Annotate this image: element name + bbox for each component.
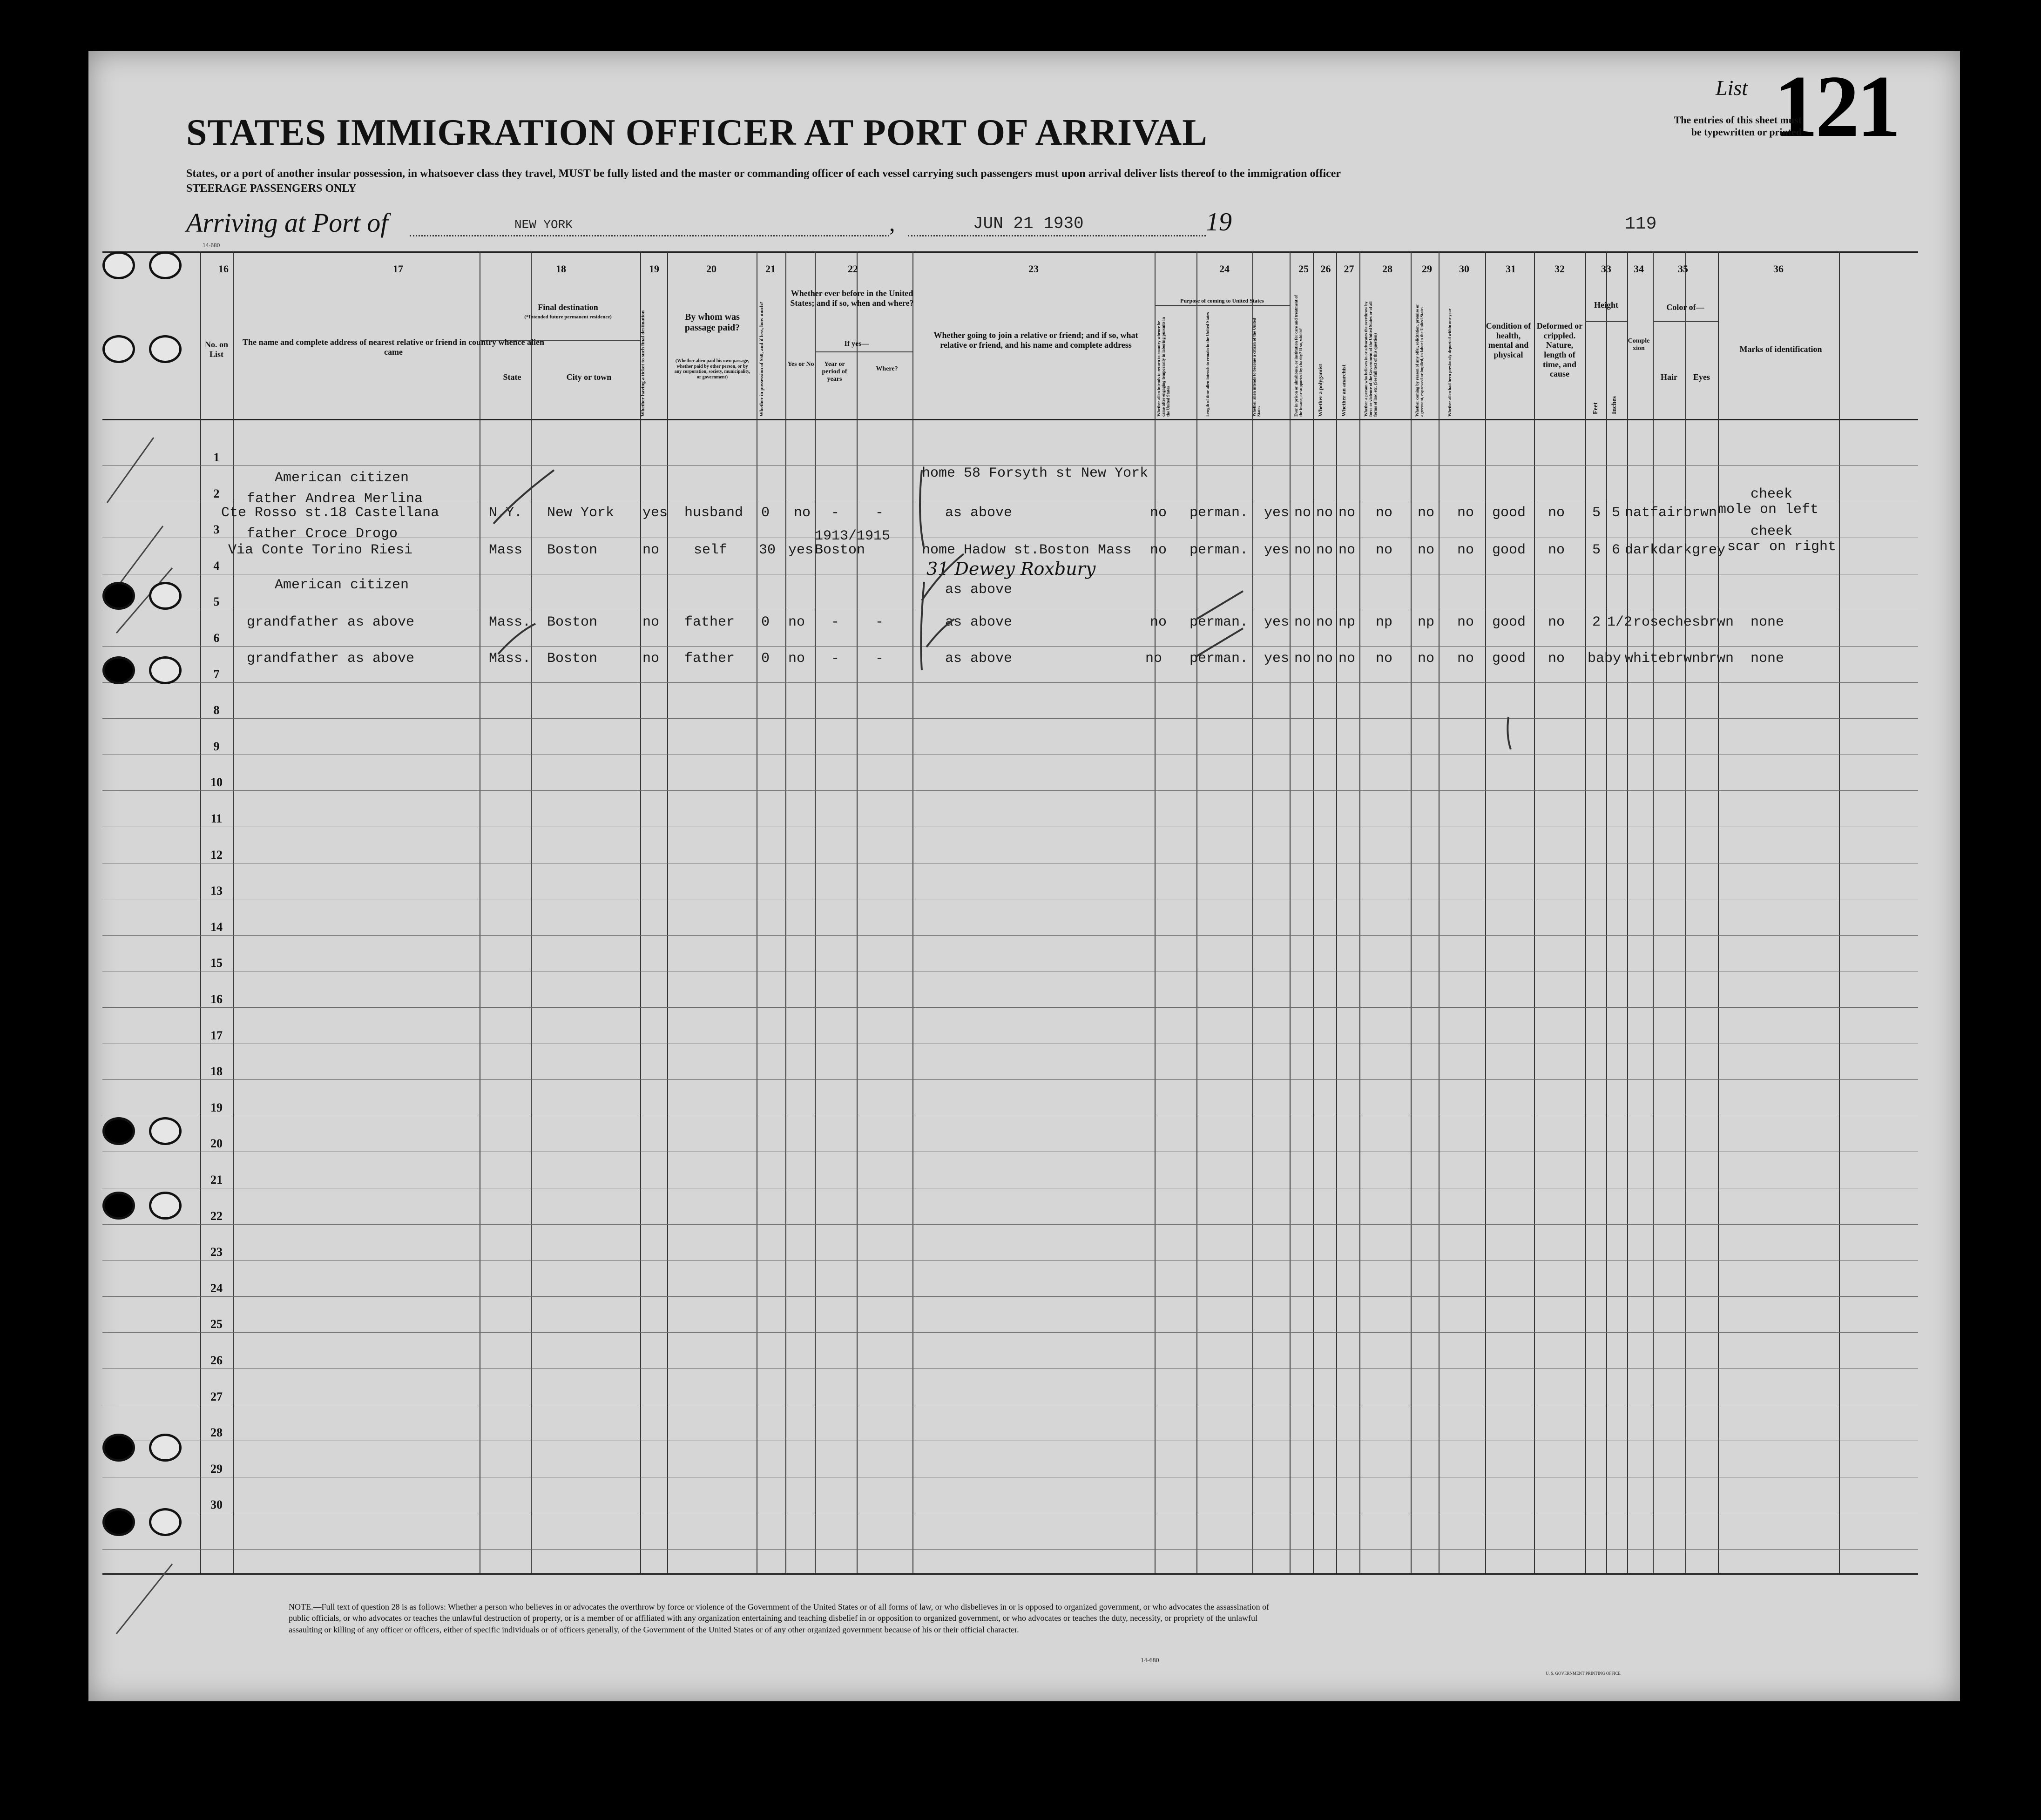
deformed-cell: no: [1548, 542, 1565, 558]
paid-by-cell: father: [684, 651, 735, 667]
column-number: 32: [1554, 263, 1565, 275]
header-citizen: Whether alien intends to become a citizen of the United States: [1252, 317, 1261, 417]
city-cell: New York: [547, 505, 615, 521]
pencil-stroke: [922, 554, 964, 600]
citizen-cell: yes: [1264, 614, 1290, 630]
pencil-stroke: [498, 624, 535, 654]
eyes-cell: brwn: [1700, 614, 1734, 630]
binder-hole: [149, 656, 182, 684]
deported-cell: no: [1457, 614, 1474, 630]
binder-hole: [102, 1192, 135, 1220]
polygamist-cell: no: [1316, 614, 1333, 630]
join-handwritten-cell: 31 Dewey Roxbury: [926, 559, 1096, 579]
citizen-cell: yes: [1264, 505, 1290, 521]
binder-hole: [149, 251, 182, 279]
complexion-cell: nat: [1625, 505, 1650, 521]
column-number: 36: [1773, 263, 1784, 275]
row-number: 9: [213, 740, 220, 753]
binder-hole: [102, 582, 135, 610]
list-label: List: [1716, 76, 1748, 100]
header-feet: Feet: [1592, 402, 1599, 414]
sheet-number: 119: [1625, 214, 1657, 234]
deported-cell: no: [1457, 542, 1474, 558]
paid-by-cell: husband: [684, 505, 743, 521]
header-money: Whether in possession of $50, and if less, how much?: [759, 301, 764, 417]
state-cell: Mass.: [489, 614, 531, 630]
inches-cell: 6: [1612, 542, 1621, 558]
header-color-of: Color of—: [1666, 303, 1704, 312]
row-number: 30: [210, 1498, 223, 1511]
date-stamp: JUN 21 1930: [973, 214, 1084, 233]
header-state: State: [503, 372, 521, 382]
prison-cell: no: [1294, 614, 1311, 630]
marks-detail-cell: mole on left: [1718, 502, 1819, 518]
binder-hole: [149, 1434, 182, 1462]
marks-cell: cheek: [1750, 524, 1793, 539]
join-cell: as above: [945, 614, 1013, 630]
anarchist-cell: no: [1338, 505, 1356, 521]
header-join-relative: Whether going to join a relative or friend; and if so, what relative or friend, and his name and complete address: [933, 330, 1138, 350]
marks-cell: none: [1750, 614, 1784, 630]
money-cell: 30: [759, 542, 776, 558]
row-number: 25: [210, 1317, 223, 1331]
deported-cell: no: [1457, 505, 1474, 521]
complexion-cell: white: [1625, 651, 1667, 667]
column-number: 25: [1298, 263, 1309, 275]
row-number: 12: [210, 848, 223, 862]
hair-cell: brwn: [1667, 651, 1701, 667]
row-number: 28: [210, 1426, 223, 1439]
before-years-cell: -: [831, 614, 840, 630]
column-number: 22: [848, 263, 858, 275]
pencil-stroke: [1507, 717, 1511, 749]
q29-cell: np: [1418, 614, 1435, 630]
header-height: Height: [1594, 300, 1618, 310]
complexion-cell: rose: [1633, 614, 1667, 630]
eyes-cell: brwn: [1683, 505, 1717, 521]
entries-note-line1: The entries of this sheet must: [1674, 114, 1802, 126]
row-number: 27: [210, 1390, 223, 1403]
header-ticket: Whether having a ticket to such final destination: [640, 310, 646, 417]
health-cell: good: [1492, 505, 1526, 521]
row-number: 20: [210, 1137, 223, 1150]
eyes-cell: grey: [1692, 542, 1726, 558]
column-number: 23: [1028, 263, 1039, 275]
printer-imprint: U. S. GOVERNMENT PRINTING OFFICE: [1546, 1671, 1621, 1676]
document-title: STATES IMMIGRATION OFFICER AT PORT OF ARRIVAL: [186, 112, 1208, 153]
header-prison: Ever in prison or almshouse, or institution for care and treatment of the insane, or supported by charity? If so, which?: [1294, 295, 1303, 417]
deformed-cell: no: [1548, 505, 1565, 521]
feet-cell: baby: [1588, 651, 1622, 667]
length-cell: perman.: [1189, 505, 1249, 521]
marks-detail-cell: scar on right: [1727, 539, 1837, 555]
list-number: 121: [1774, 58, 1898, 155]
row-number: 22: [210, 1209, 223, 1223]
column-number: 35: [1678, 263, 1688, 275]
prison-cell: no: [1294, 651, 1311, 667]
health-cell: good: [1492, 614, 1526, 630]
join-cell: home 58 Forsyth st New York: [922, 465, 1149, 481]
pencil-stroke: [116, 1564, 172, 1634]
length-cell: perman.: [1189, 614, 1249, 630]
deformed-cell: no: [1548, 614, 1565, 630]
citizen-cell: yes: [1264, 651, 1290, 667]
marks-cell: cheek: [1750, 486, 1793, 502]
pencil-stroke: [1196, 591, 1243, 619]
relative-address-cell: Cte Rosso st.18 Castellana: [221, 505, 439, 521]
q29-cell: no: [1418, 505, 1435, 521]
header-purpose: Purpose of coming to United States: [1180, 297, 1264, 304]
header-final-destination: Final destination: [538, 303, 598, 312]
city-cell: Boston: [547, 542, 598, 558]
before-cell: no: [794, 505, 811, 521]
prison-cell: no: [1294, 542, 1311, 558]
money-cell: 0: [761, 614, 770, 630]
paid-by-cell: father: [684, 614, 735, 630]
footnote: NOTE.—Full text of question 28 is as follows: Whether a person who believes in or advocates the overthrow by force or violence of the Government of the United States or of all forms of law, or who disbelieves in or is opposed to organized government, or who advocates the assassination of public officials, or who advocates or teaches the unlawful destruction of property, or is a member of or affiliated with any organization entertaining and teaching disbelief in or opposition to organized government, or who advocates or teaches the duty, necessity, or propriety of the unlawful assaulting or killing of any officer or officers, either of specific individuals or of officers generally, of the Government of the United States or of any other organized government because of his or their official character.: [289, 1602, 1270, 1634]
relative-cell: American citizen: [275, 470, 409, 486]
column-number: 16: [218, 263, 229, 275]
column-number: 29: [1422, 263, 1432, 275]
header-nearest-relative: The name and complete address of nearest relative or friend in country whence alien came: [242, 337, 545, 357]
return-cell: no: [1150, 614, 1167, 630]
before-where-cell: Boston: [815, 542, 865, 558]
header-deformed: Deformed or crippled. Nature, length of time, and cause: [1536, 321, 1583, 379]
hair-cell: fair: [1650, 505, 1684, 521]
column-number: 27: [1344, 263, 1354, 275]
manifest-sheet: [88, 51, 1960, 1701]
pencil-marks: [88, 51, 1960, 1701]
before-cell: yes: [788, 542, 814, 558]
arriving-at-port-label: Arriving at Port of: [186, 208, 388, 238]
relative-cell: grandfather as above: [247, 614, 415, 630]
row-number: 21: [210, 1173, 223, 1186]
relative-cell: father Andrea Merlina: [247, 491, 423, 507]
state-cell: Mass: [489, 542, 523, 558]
header-question-28: Whether a person who believes in or advocates the overthrow by force or violence of the Government of the United States or of all forms of law, etc. (See full text of this question): [1364, 301, 1378, 417]
row-number: 11: [210, 812, 223, 825]
header-if-yes: If yes—: [844, 340, 869, 348]
binder-hole: [102, 335, 135, 363]
prison-cell: no: [1294, 505, 1311, 521]
header-polygamist: Whether a polygamist: [1317, 364, 1324, 417]
instruction-text: States, or a port of another insular possession, in whatsoever class they travel, MUST be fully listed and the master or commanding officer of each vessel carrying such passengers must upon arrival deliver lists thereof to the immigration officer: [186, 168, 1341, 180]
q29-cell: no: [1418, 651, 1435, 667]
header-no-on-list: No. on List: [204, 340, 228, 359]
column-number: 19: [649, 263, 659, 275]
row-number: 13: [210, 884, 223, 897]
row-number: 14: [210, 920, 223, 934]
row-number: 5: [213, 595, 220, 608]
header-return: Whether alien intends to return to country whence he came after engaging temporarily in laboring pursuits in the United States: [1156, 317, 1170, 417]
q28-cell: np: [1376, 614, 1393, 630]
row-number: 29: [210, 1462, 223, 1476]
row-number: 8: [213, 703, 220, 717]
length-cell: perman.: [1189, 651, 1249, 667]
header-question-29: Whether coming by reason of any offer, solicitation, promise or agreement, expressed or implied, to labor in the United States: [1415, 304, 1424, 417]
length-cell: perman.: [1189, 542, 1249, 558]
binder-hole: [149, 582, 182, 610]
row-number: 2: [213, 487, 220, 500]
polygamist-cell: no: [1316, 651, 1333, 667]
comma-separator: ,: [889, 210, 895, 236]
header-ever-before: Whether ever before in the United States; and if so, when and where?: [790, 289, 914, 308]
deformed-cell: no: [1548, 651, 1565, 667]
row-number: 18: [210, 1065, 223, 1078]
header-passage-paid-note: (Whether alien paid his own passage, whether paid by other person, or by any corporation, society, municipality, or government): [674, 358, 750, 380]
year-prefix: 19: [1206, 208, 1232, 236]
inches-cell: 5: [1612, 505, 1621, 521]
relative-cell: grandfather as above: [247, 651, 415, 667]
row-number: 6: [213, 631, 220, 645]
before-where-cell: -: [875, 651, 884, 667]
row-number: 1: [213, 451, 220, 464]
polygamist-cell: no: [1316, 505, 1333, 521]
header-final-destination-note: (*Intended future permanent residence): [524, 314, 612, 320]
column-number: 28: [1382, 263, 1392, 275]
before-years-cell: 1913/1915: [815, 528, 891, 544]
city-cell: Boston: [547, 614, 598, 630]
before-cell: no: [788, 614, 805, 630]
eyes-cell: brwn: [1700, 651, 1734, 667]
binder-hole: [149, 1508, 182, 1536]
header-before-yes-no: Yes or No: [787, 361, 814, 368]
binder-hole: [102, 1508, 135, 1536]
q29-cell: no: [1418, 542, 1435, 558]
header-marks: Marks of identification: [1739, 344, 1822, 354]
relative-cell: father Croce Drogo: [247, 526, 398, 542]
binder-hole: [102, 1117, 135, 1145]
header-city: City or town: [566, 372, 612, 382]
pencil-stroke: [107, 438, 154, 503]
header-deported: Whether alien had been previously deported within one year: [1447, 308, 1452, 417]
column-number: 21: [765, 263, 776, 275]
paid-by-cell: self: [694, 542, 728, 558]
money-cell: 0: [761, 505, 770, 521]
binder-hole: [102, 1434, 135, 1462]
hair-cell: ches: [1667, 614, 1701, 630]
feet-cell: 5: [1592, 505, 1601, 521]
ticket-cell: no: [642, 651, 660, 667]
column-number: 34: [1634, 263, 1644, 275]
passenger-class-label: STEERAGE PASSENGERS ONLY: [186, 182, 357, 195]
anarchist-cell: np: [1338, 614, 1356, 630]
row-number: 17: [210, 1029, 223, 1042]
row-number: 23: [210, 1245, 223, 1259]
health-cell: good: [1492, 651, 1526, 667]
column-number: 17: [393, 263, 403, 275]
header-inches: Inches: [1611, 396, 1618, 414]
header-anarchist: Whether an anarchist: [1340, 364, 1347, 417]
ticket-cell: no: [642, 542, 660, 558]
binder-hole: [149, 335, 182, 363]
ticket-cell: yes: [642, 505, 668, 521]
row-number: 24: [210, 1281, 223, 1295]
column-number: 20: [706, 263, 716, 275]
city-cell: Boston: [547, 651, 598, 667]
row-number: 10: [210, 775, 223, 789]
anarchist-cell: no: [1338, 542, 1356, 558]
port-name: NEW YORK: [514, 218, 573, 232]
column-number: 26: [1320, 263, 1331, 275]
footnote-code: 14-680: [1141, 1657, 1159, 1664]
relative-address-cell: Via Conte Torino Riesi: [228, 542, 413, 558]
q28-cell: no: [1376, 651, 1393, 667]
before-where-cell: -: [875, 505, 884, 521]
return-cell: no: [1150, 542, 1167, 558]
inches-cell: 1/2: [1607, 614, 1633, 630]
hair-cell: dark: [1658, 542, 1692, 558]
binder-hole: [102, 251, 135, 279]
form-code: 14-680: [203, 242, 220, 249]
before-years-cell: -: [831, 651, 840, 667]
before-cell: no: [788, 651, 805, 667]
complexion-cell: dark: [1625, 542, 1659, 558]
binder-hole: [102, 656, 135, 684]
row-number: 7: [213, 667, 220, 681]
money-cell: 0: [761, 651, 770, 667]
row-number: 15: [210, 956, 223, 970]
relative-cell: American citizen: [275, 577, 409, 593]
state-cell: Mass.: [489, 651, 531, 667]
polygamist-cell: no: [1316, 542, 1333, 558]
header-length: Length of time alien intends to remain in the United States: [1205, 312, 1210, 417]
column-number: 31: [1506, 263, 1516, 275]
pencil-stroke: [920, 470, 924, 549]
header-before-where: Where?: [876, 365, 898, 372]
feet-cell: 5: [1592, 542, 1601, 558]
anarchist-cell: no: [1338, 651, 1356, 667]
header-complexion: Complexion: [1628, 337, 1650, 352]
pencil-stroke: [493, 470, 554, 524]
join-cell: as above: [945, 651, 1013, 667]
row-number: 3: [213, 523, 220, 536]
header-health: Condition of health, mental and physical: [1486, 321, 1531, 360]
column-number: 18: [556, 263, 566, 275]
feet-cell: 2: [1592, 614, 1601, 630]
q28-cell: no: [1376, 505, 1393, 521]
column-number: 24: [1219, 263, 1230, 275]
row-number: 26: [210, 1354, 223, 1367]
marks-cell: none: [1750, 651, 1784, 667]
header-hair: Hair: [1661, 372, 1677, 382]
column-number: 30: [1459, 263, 1469, 275]
health-cell: good: [1492, 542, 1526, 558]
binder-hole: [149, 1192, 182, 1220]
row-number: 19: [210, 1101, 223, 1114]
row-number: 4: [213, 559, 220, 573]
column-number: 33: [1601, 263, 1611, 275]
header-passage-paid: By whom was passage paid?: [684, 312, 740, 333]
join-cell: as above: [945, 505, 1013, 521]
header-before-years: Year or period of years: [822, 361, 847, 383]
pencil-stroke: [926, 619, 954, 647]
before-where-cell: -: [875, 614, 884, 630]
before-years-cell: -: [831, 505, 840, 521]
join-cell: home Hadow st.Boston Mass: [922, 542, 1132, 558]
q28-cell: no: [1376, 542, 1393, 558]
state-cell: N.Y.: [489, 505, 523, 521]
header-eyes: Eyes: [1693, 372, 1710, 382]
ticket-cell: no: [642, 614, 660, 630]
return-cell: no: [1145, 651, 1162, 667]
binder-hole: [149, 1117, 182, 1145]
pencil-stroke: [921, 582, 924, 670]
join-cell: as above: [945, 582, 1013, 598]
pencil-stroke: [1196, 628, 1243, 656]
entries-note-line2: be typewritten or printed: [1691, 126, 1802, 138]
citizen-cell: yes: [1264, 542, 1290, 558]
deported-cell: no: [1457, 651, 1474, 667]
return-cell: no: [1150, 505, 1167, 521]
row-number: 16: [210, 992, 223, 1006]
